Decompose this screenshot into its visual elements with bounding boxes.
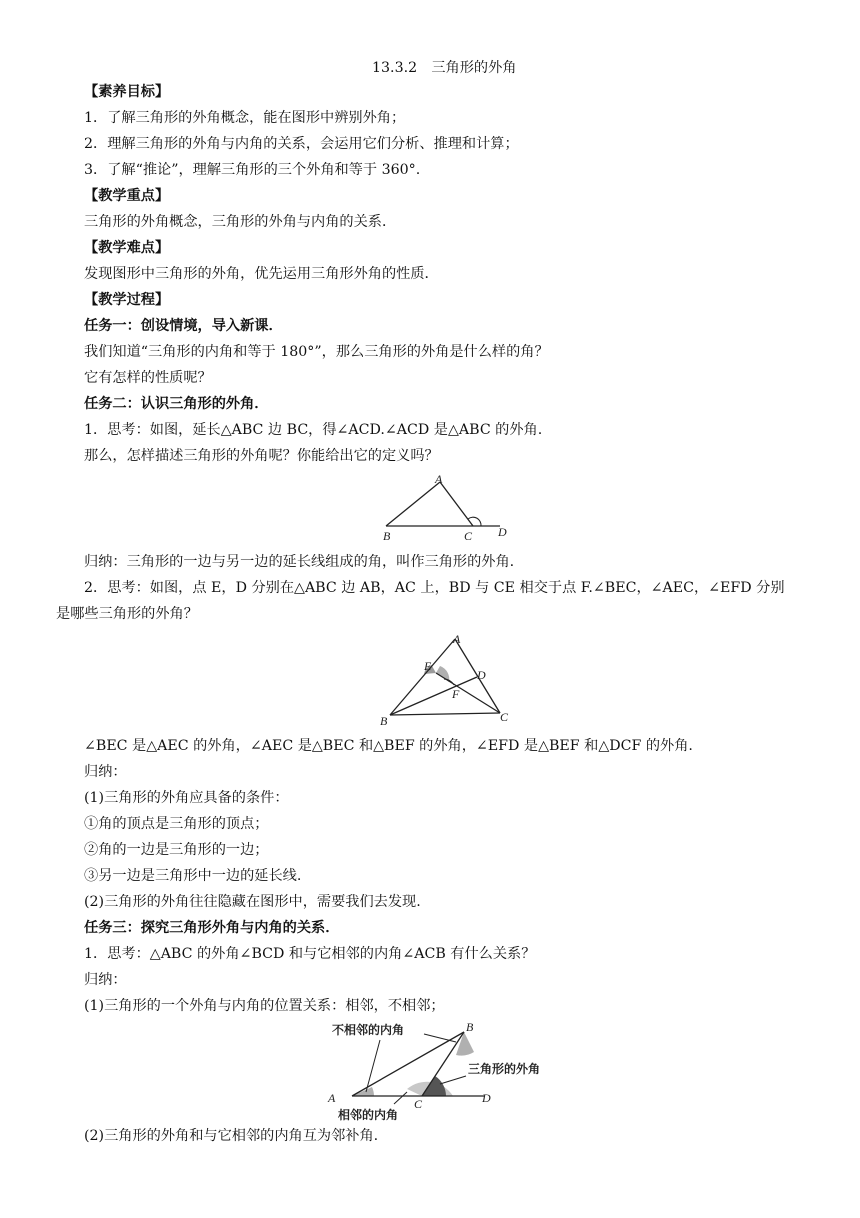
- summary-hidden: (2)三角形的外角往往隐藏在图形中，需要我们去发现.: [84, 894, 421, 910]
- summary-supplementary: (2)三角形的外角和与它相邻的内角互为邻补角.: [84, 1128, 379, 1144]
- fig3-callout-nonadjacent: 不相邻的内角: [332, 1023, 405, 1037]
- fig3-label-c: C: [414, 1097, 423, 1111]
- task-1-text-2: 它有怎样的性质呢？: [84, 370, 212, 386]
- heading-difficulties: 【教学难点】: [84, 240, 170, 256]
- task-3-think: 1．思考：△ABC 的外角∠BCD 和与它相邻的内角∠ACB 有什么关系？: [84, 946, 536, 962]
- task-1-heading: 任务一：创设情境，导入新课．: [84, 318, 283, 334]
- fig3-callout-exterior: 三角形的外角: [468, 1062, 541, 1076]
- fig3-callout-adjacent: 相邻的内角: [338, 1108, 399, 1122]
- task-3-heading: 任务三：探究三角形外角与内角的关系．: [84, 920, 340, 936]
- condition-2: ②角的一边是三角形的一边；: [84, 842, 269, 858]
- fig1-label-b: B: [383, 529, 391, 543]
- task-2-heading: 任务二：认识三角形的外角．: [84, 396, 269, 412]
- keypoints-text: 三角形的外角概念，三角形的外角与内角的关系．: [84, 214, 397, 230]
- task-2-question: 那么，怎样描述三角形的外角呢？你能给出它的定义吗？: [84, 448, 439, 464]
- fig2-label-d: D: [477, 668, 486, 682]
- fig2-label-c: C: [500, 710, 509, 724]
- task-2-think-1: 1．思考：如图，延长△ABC 边 BC，得∠ACD.∠ACD 是△ABC 的外角.: [84, 422, 543, 438]
- fig2-label-b: B: [380, 714, 388, 728]
- difficulties-text: 发现图形中三角形的外角，优先运用三角形外角的性质．: [84, 266, 439, 282]
- fig2-label-f: F: [452, 687, 460, 701]
- figure-2-intersecting-cevians: [376, 630, 516, 730]
- summary-position: (1)三角形的一个外角与内角的位置关系：相邻，不相邻；: [84, 998, 445, 1014]
- summary-definition: 归纳：三角形的一边与另一边的延长线组成的角，叫作三角形的外角.: [84, 554, 515, 570]
- task-1-text-1: 我们知道“三角形的内角和等于 180°”，那么三角形的外角是什么样的角？: [84, 344, 549, 360]
- fig3-label-a: A: [328, 1091, 336, 1105]
- summary-conditions: (1)三角形的外角应具备的条件：: [84, 790, 289, 806]
- fig1-label-d: D: [498, 525, 507, 539]
- summary-label-2: 归纳：: [84, 972, 127, 988]
- condition-1: ①角的顶点是三角形的顶点；: [84, 816, 269, 832]
- figure-3-angle-relations: [322, 1016, 572, 1126]
- fig1-label-a: A: [435, 472, 443, 486]
- task-2-answer: ∠BEC 是△AEC 的外角，∠AEC 是△BEC 和△BEF 的外角，∠EFD 是△BEF 和△DCF 的外角.: [84, 738, 693, 754]
- goal-2: 2．理解三角形的外角与内角的关系，会运用它们分析、推理和计算；: [84, 136, 519, 152]
- fig2-label-a: A: [453, 632, 461, 646]
- fig3-label-b: B: [466, 1020, 474, 1034]
- heading-keypoints: 【教学重点】: [84, 188, 170, 204]
- fig1-label-c: C: [464, 529, 473, 543]
- goal-3: 3．了解“推论”，理解三角形的三个外角和等于 360°.: [84, 162, 421, 178]
- figure-1-exterior-angle: [378, 472, 528, 546]
- summary-label-1: 归纳：: [84, 764, 127, 780]
- page-title: 13.3.2 三角形的外角: [372, 60, 517, 76]
- condition-3: ③另一边是三角形中一边的延长线.: [84, 868, 302, 884]
- fig2-label-e: E: [424, 659, 432, 673]
- goal-1: 1．了解三角形的外角概念，能在图形中辨别外角；: [84, 110, 406, 126]
- fig3-label-d: D: [482, 1091, 491, 1105]
- heading-goals: 【素养目标】: [84, 84, 170, 100]
- heading-process: 【教学过程】: [84, 292, 170, 308]
- task-2-think-2: 2．思考：如图，点 E，D 分别在△ABC 边 AB，AC 上，BD 与 CE 相交于点 F.∠BEC，∠AEC，∠EFD 分别: [84, 580, 785, 596]
- task-2-think-2-cont: 是哪些三角形的外角？: [56, 606, 198, 622]
